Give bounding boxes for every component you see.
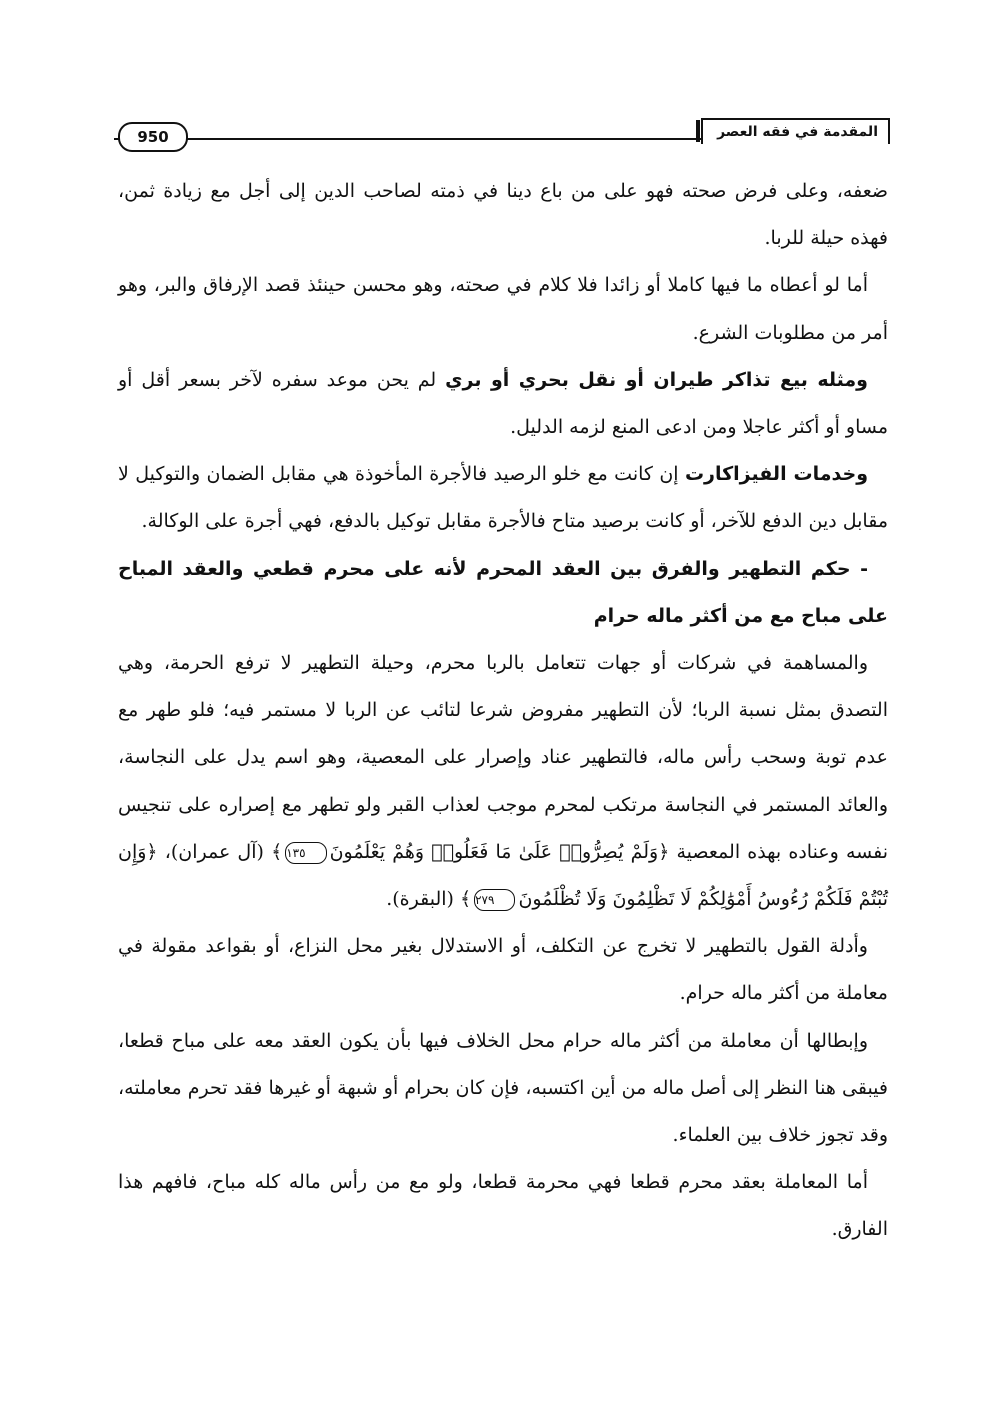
quran-verse-1: وَلَمْ يُصِرُّوا۟ عَلَىٰ مَا فَعَلُوا۟ وَهُمْ يَعْلَمُونَ [329, 840, 659, 863]
paragraph-3-bold-lead: ومثله بيع تذاكر طيران أو نقل بحري أو بري [445, 368, 868, 391]
quran-bracket-open-2: ﴿ [146, 840, 158, 863]
verse-2-number: ٢٧٩ [474, 889, 515, 911]
paragraph-8: أما المعاملة بعقد محرم قطعا فهي محرمة قطعا، ولو مع من رأس ماله كله مباح، فافهم هذا الفارق. [118, 1171, 888, 1241]
page-body [118, 168, 888, 1254]
quran-bracket-close: ﴾ [271, 840, 283, 863]
quran-bracket-open: ﴿ [658, 840, 670, 863]
quran-verse-2: وَإِن تُبْتُمْ فَلَكُمْ رُءُوسُ أَمْوَٰلِكُمْ لَا تَظْلِمُونَ وَلَا تُظْلَمُونَ [118, 840, 888, 911]
paragraph-5 [118, 640, 888, 923]
verse-2-source: (البقرة). [386, 888, 460, 911]
section-heading: - حكم التطهير والفرق بين العقد المحرم لأنه على محرم قطعي والعقد المباح على مباح مع من أكثر ماله حرام [118, 557, 888, 627]
page-number: 950 [118, 122, 188, 152]
paragraph-4-text: إن كانت مع خلو الرصيد فالأجرة المأخوذة هي مقابل الضمان والتوكيل لا مقابل دين الدفع للآخر، أو كانت برصيد متاح فالأجرة مقابل توكيل بالدفع، فهي أجرة على الوكالة. [118, 463, 888, 533]
verse-1-number: ١٣٥ [285, 842, 326, 864]
paragraph-5-text: والمساهمة في شركات أو جهات تتعامل بالربا محرم، وحيلة التطهير لا ترفع الحرمة، وهي التصدق بمثل نسبة الربا؛ لأن التطهير مفروض شرعا لتائب عن الربا لا مستمر فيه؛ فلو طهر مع عدم توبة وسحب رأس ماله، فالتطهير عناد وإصرار على المعصية، وهو اسم يدل على النجاسة، والعائد المستمر في النجاسة مرتكب لمحرم موجب لعذاب القبر ولو تطهر مع إصراره على تنجيس نفسه وعناده بهذه المعصية [118, 652, 888, 863]
paragraph-3 [118, 357, 888, 451]
running-header-title: المقدمة في فقه العصر [701, 118, 890, 144]
verse-1-source: (آل عمران)، [157, 840, 272, 863]
paragraph-3-text: لم يحن موعد سفره لآخر بسعر أقل أو مساو أو أكثر عاجلا ومن ادعى المنع لزمه الدليل. [118, 368, 888, 439]
paragraph-4 [118, 451, 888, 545]
paragraph-4-bold-lead: وخدمات الفيزاكارت [684, 463, 868, 486]
paragraph-7: وإبطالها أن معاملة من أكثر ماله حرام محل الخلاف فيها بأن يكون العقد معه على مباح قطعا، فيبقى هنا النظر إلى أصل ماله من أين اكتسبه، فإن كان بحرام أو شبهة أو غيرها فقد تحرم معاملته، وقد تجوز خلاف بين العلماء. [118, 1029, 888, 1147]
paragraph-1: ضعفه، وعلى فرض صحته فهو على من باع دينا في ذمته لصاحب الدين إلى أجل مع زيادة ثمن، فهذه حيلة للربا. [118, 180, 888, 250]
quran-bracket-close-2: ﴾ [459, 888, 472, 911]
paragraph-2: أما لو أعطاه ما فيها كاملا أو زائدا فلا كلام في صحته، وهو محسن حينئذ قصد الإرفاق والبر، وهو أمر من مطلوبات الشرع. [118, 274, 888, 344]
paragraph-6: وأدلة القول بالتطهير لا تخرج عن التكلف، أو الاستدلال بغير محل النزاع، أو بقواعد مقولة في معاملة من أكثر ماله حرام. [118, 935, 888, 1005]
